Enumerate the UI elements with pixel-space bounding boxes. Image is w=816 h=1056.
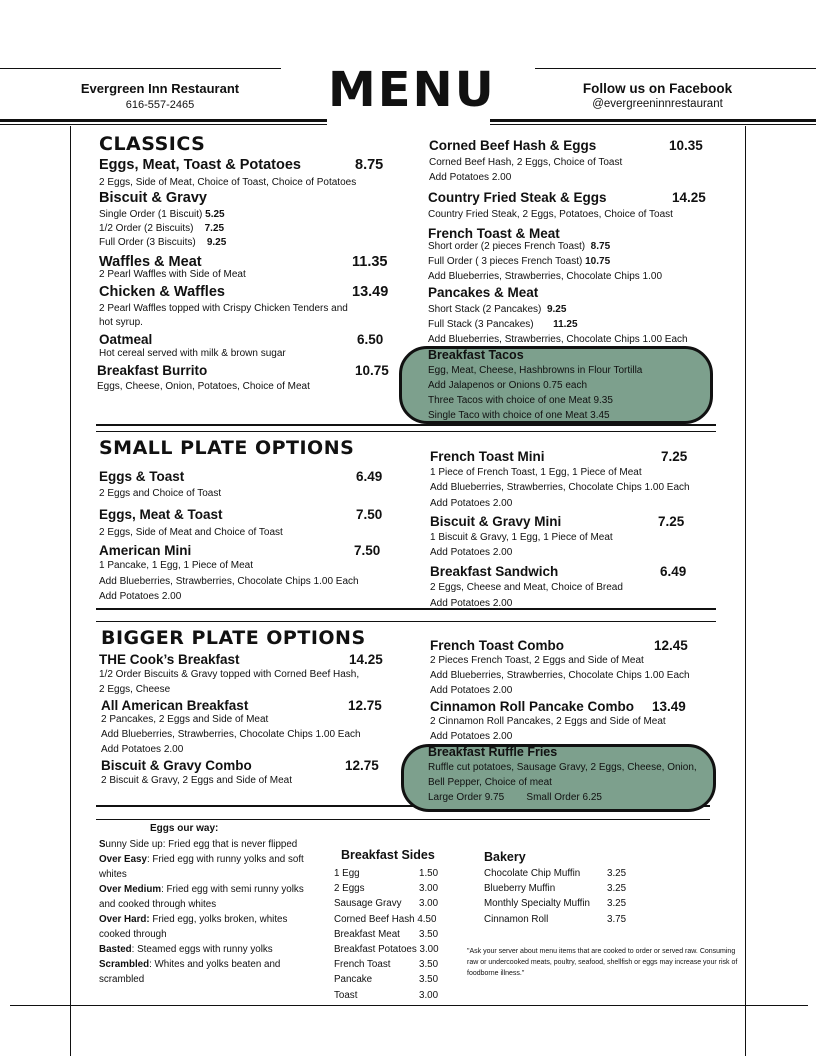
menu-item-desc: Add Blueberries, Strawberries, Chocolate Chips 1.00 Each [430, 670, 690, 681]
eggs-way-line: and cooked through whites [99, 899, 217, 910]
menu-item-price: 10.35 [669, 138, 703, 153]
menu-item-desc: Add Blueberries, Strawberries, Chocolate Chips 1.00 Each [101, 729, 361, 740]
menu-item-price: 7.50 [354, 543, 381, 558]
menu-item-desc: Add Blueberries, Strawberries, Chocolate Chips 1.00 [428, 271, 663, 282]
bakery-list [484, 866, 626, 927]
sides-row: Breakfast Potatoes 3.00 [334, 944, 439, 956]
divider-1a [96, 424, 716, 426]
menu-item-desc: Short order (2 pieces French Toast) 8.75 [428, 241, 611, 252]
bakery-heading: Bakery [484, 850, 526, 864]
small-plates-heading: SMALL PLATE OPTIONS [99, 437, 355, 459]
menu-item-desc: Single Taco with choice of one Meat 3.45 [428, 410, 610, 421]
menu-item-desc: 1/2 Order Biscuits & Gravy topped with Corned Beef Hash, [99, 669, 360, 680]
menu-item-name: Breakfast Burrito [97, 363, 208, 378]
menu-item-desc: 2 Eggs, Side of Meat, Choice of Toast, Choice of Potatoes [99, 177, 357, 188]
menu-item-price: 14.25 [349, 652, 383, 667]
right-border [745, 126, 746, 1056]
menu-item-desc: 2 Biscuit & Gravy, 2 Eggs and Side of Meat [101, 775, 293, 786]
menu-item-desc: Bell Pepper, Choice of meat [428, 777, 552, 788]
menu-item-name: THE Cook’s Breakfast [99, 652, 240, 667]
eggs-way-heading: Eggs our way: [150, 823, 219, 834]
menu-item-desc: Three Tacos with choice of one Meat 9.35 [428, 395, 613, 406]
menu-item-desc: Add Potatoes 2.00 [430, 498, 513, 509]
menu-item-desc: Full Order (3 Biscuits) 9.25 [99, 237, 227, 248]
menu-item-name: American Mini [99, 543, 192, 558]
menu-item-desc: 2 Eggs and Choice of Toast [99, 488, 222, 499]
header-rule-right-top [535, 68, 816, 69]
eggs-way-line: scrambled [99, 974, 145, 985]
social-title: Follow us on Facebook [582, 81, 733, 96]
bottom-rule [10, 1005, 808, 1006]
sides-row: French Toast 3.50 [334, 959, 439, 971]
bigger-plates-heading: BIGGER PLATE OPTIONS [101, 627, 366, 649]
menu-item-price: 7.25 [658, 514, 685, 529]
eggs-way-line: Over Medium: Fried egg with semi runny yolks [99, 884, 304, 895]
menu-item-name: Biscuit & Gravy Mini [430, 514, 562, 529]
menu-item-desc: 1/2 Order (2 Biscuits) 7.25 [99, 223, 225, 234]
eggs-way-list [99, 837, 329, 987]
menu-item-desc: Full Order ( 3 pieces French Toast) 10.75 [428, 256, 611, 267]
menu-item-desc: 2 Pearl Waffles topped with Crispy Chicken Tenders and [99, 303, 348, 314]
sides-row: Corned Beef Hash 4.50 [334, 913, 437, 925]
menu-item-desc: Add Blueberries, Strawberries, Chocolate Chips 1.00 Each [430, 482, 690, 493]
bakery-row: Monthly Specialty Muffin 3.25 [484, 898, 627, 910]
menu-item-desc: Add Potatoes 2.00 [430, 685, 513, 696]
menu-item-desc: 2 Eggs, Cheese and Meat, Choice of Bread [430, 582, 623, 593]
menu-item-desc: Add Potatoes 2.00 [430, 598, 513, 609]
menu-item-desc: Ruffle cut potatoes, Sausage Gravy, 2 Eggs, Cheese, Onion, [428, 762, 697, 773]
menu-item-name: Cinnamon Roll Pancake Combo [430, 699, 635, 714]
menu-item-name: French Toast Combo [430, 638, 565, 653]
sides-list [334, 866, 439, 1003]
menu-item-desc: 1 Pancake, 1 Egg, 1 Piece of Meat [99, 560, 253, 571]
classics-heading: CLASSICS [99, 133, 206, 155]
menu-item-name: Pancakes & Meat [428, 285, 539, 300]
sides-row: Sausage Gravy 3.00 [334, 898, 439, 910]
menu-item-price: 11.35 [352, 254, 388, 270]
menu-item-name: French Toast Mini [430, 449, 545, 464]
header-rule-left-a [0, 119, 327, 122]
divider-2a [96, 608, 716, 610]
menu-item-desc: 2 Cinnamon Roll Pancakes, 2 Eggs and Side of Meat [430, 716, 666, 727]
sides-row: 1 Egg 1.50 [334, 868, 439, 879]
menu-item-name: Waffles & Meat [99, 254, 202, 270]
menu-item-name: French Toast & Meat [428, 226, 560, 241]
menu-item-desc: hot syrup. [99, 317, 143, 328]
menu-item-desc: Hot cereal served with milk & brown sugar [99, 348, 286, 359]
menu-item-desc: Egg, Meat, Cheese, Hashbrowns in Flour Tortilla [428, 365, 643, 376]
menu-item-price: 7.50 [356, 507, 383, 522]
menu-item-desc: Add Potatoes 2.00 [430, 731, 513, 742]
menu-item-price: 12.45 [654, 638, 688, 653]
menu-item-price: 12.75 [348, 698, 382, 713]
menu-item-desc: Short Stack (2 Pancakes) 9.25 [428, 304, 567, 315]
menu-item-price: 14.25 [672, 190, 706, 205]
menu-item-name: Eggs, Meat & Toast [99, 507, 223, 522]
menu-item-name: Biscuit & Gravy [99, 190, 207, 206]
header-rule-right-a [490, 119, 816, 122]
menu-item-price: 6.49 [660, 564, 687, 579]
menu-item-name: Breakfast Ruffle Fries [428, 745, 558, 759]
header-rule-left-top [0, 68, 281, 69]
divider-2b [96, 621, 716, 622]
menu-item-desc: Large Order 9.75 Small Order 6.25 [428, 792, 602, 803]
menu-item-desc: Country Fried Steak, 2 Eggs, Potatoes, Choice of Toast [428, 209, 673, 220]
restaurant-name: Evergreen Inn Restaurant [80, 81, 240, 96]
menu-item-price: 7.25 [661, 449, 688, 464]
menu-item-desc: Add Blueberries, Strawberries, Chocolate Chips 1.00 Each [99, 576, 359, 587]
menu-item-desc: 1 Piece of French Toast, 1 Egg, 1 Piece of Meat [430, 467, 642, 478]
menu-item-price: 8.75 [355, 157, 384, 173]
eggs-way-line: Over Easy: Fried egg with runny yolks and soft [99, 854, 304, 865]
sides-row: 2 Eggs 3.00 [334, 883, 439, 895]
divider-3b [96, 819, 710, 820]
divider-1b [96, 431, 716, 432]
menu-item-name: Biscuit & Gravy Combo [101, 758, 252, 773]
bakery-row: Chocolate Chip Muffin 3.25 [484, 868, 627, 879]
eggs-way-line: whites [99, 869, 127, 880]
menu-item-price: 10.75 [355, 363, 389, 378]
menu-item-desc: Full Stack (3 Pancakes) 11.25 [428, 319, 578, 330]
sides-heading: Breakfast Sides [341, 848, 435, 862]
restaurant-phone: 616-557-2465 [125, 99, 195, 111]
bakery-row: Cinnamon Roll 3.75 [484, 913, 627, 925]
menu-item-desc: Single Order (1 Biscuit) 5.25 [99, 209, 225, 220]
eggs-way-line: Sunny Side up: Fried egg that is never flipped [99, 839, 298, 850]
menu-item-price: 12.75 [345, 758, 379, 773]
menu-item-desc: 2 Eggs, Cheese [99, 684, 171, 695]
menu-item-price: 13.49 [652, 699, 686, 714]
menu-item-name: Eggs, Meat, Toast & Potatoes [99, 157, 301, 173]
menu-item-desc: Add Potatoes 2.00 [101, 744, 184, 755]
sides-row: Breakfast Meat 3.50 [334, 928, 439, 940]
menu-item-desc: 2 Pearl Waffles with Side of Meat [99, 269, 246, 280]
menu-item-name: Breakfast Tacos [428, 348, 524, 362]
menu-item-name: Country Fried Steak & Eggs [428, 190, 607, 205]
menu-item-desc: Add Jalapenos or Onions 0.75 each [428, 380, 587, 391]
header-rule-left-b [0, 124, 327, 125]
menu-item-desc: Corned Beef Hash, 2 Eggs, Choice of Toast [429, 157, 623, 168]
menu-item-desc: 2 Eggs, Side of Meat and Choice of Toast [99, 527, 283, 538]
menu-item-name: Oatmeal [99, 332, 153, 347]
eggs-way-line: Scrambled: Whites and yolks beaten and [99, 959, 281, 970]
menu-title: MENU [328, 62, 496, 118]
menu-item-price: 13.49 [352, 284, 389, 300]
eggs-way-line: cooked through [99, 929, 167, 940]
menu-item-desc: Add Blueberries, Strawberries, Chocolate Chips 1.00 Each [428, 334, 688, 345]
sides-row: Toast 3.00 [334, 989, 439, 1001]
bakery-row: Blueberry Muffin 3.25 [484, 883, 627, 895]
food-safety-disclaimer: "Ask your server about menu items that are cooked to order or served raw. Consuming raw or undercooked meats, poultry, seafood, shellfish or eggs may increase your risk of foodborne illness." [467, 948, 738, 977]
menu-item-desc: 2 Pieces French Toast, 2 Eggs and Side of Meat [430, 655, 644, 666]
left-border [70, 126, 71, 1056]
eggs-way-line: Over Hard: Fried egg, yolks broken, whites [99, 914, 288, 925]
social-handle: @evergreeninnrestaurant [592, 98, 723, 110]
menu-item-desc: Add Potatoes 2.00 [429, 172, 512, 183]
menu-item-price: 6.50 [357, 332, 384, 347]
menu-item-desc: Add Potatoes 2.00 [430, 547, 513, 558]
header-rule-right-b [490, 124, 816, 125]
menu-item-desc: 1 Biscuit & Gravy, 1 Egg, 1 Piece of Meat [430, 532, 613, 543]
menu-item-name: All American Breakfast [101, 698, 249, 713]
menu-item-desc: Eggs, Cheese, Onion, Potatoes, Choice of Meat [97, 381, 310, 392]
menu-item-name: Eggs & Toast [99, 469, 185, 484]
menu-item-price: 6.49 [356, 469, 383, 484]
sides-row: Pancake 3.50 [334, 974, 439, 986]
eggs-way-line: Basted: Steamed eggs with runny yolks [99, 944, 273, 955]
menu-item-name: Corned Beef Hash & Eggs [429, 138, 597, 153]
menu-item-desc: 2 Pancakes, 2 Eggs and Side of Meat [101, 714, 269, 725]
menu-item-desc: Add Potatoes 2.00 [99, 591, 182, 602]
menu-item-name: Chicken & Waffles [99, 284, 225, 300]
menu-item-name: Breakfast Sandwich [430, 564, 559, 579]
